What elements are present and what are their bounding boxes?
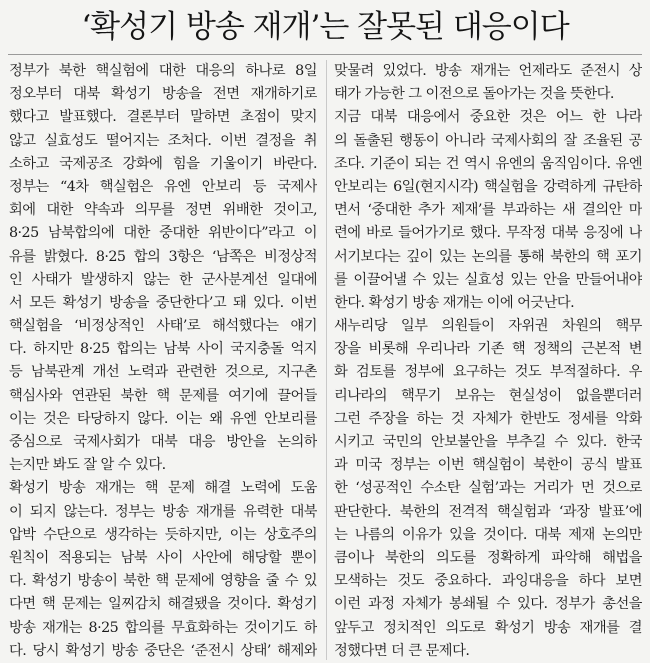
text-line: 화 검토를 정부에 요구하는 것도 부적절하다. 우 [334, 364, 642, 381]
text-line: 방송 재개는 8·25 합의를 무효화하는 것이기도 하 [9, 619, 317, 636]
text-line: 면서 ‘중대한 추가 제재’를 부과하는 새 결의안 마 [334, 202, 642, 219]
text-line: 는지만 봐도 잘 알 수 있다. [9, 457, 166, 474]
text-line: 앞두고 정치적인 의도로 확성기 방송 재개를 결 [334, 619, 642, 636]
text-line: 회에 대한 약속과 의무를 정면 위배한 것이고, [9, 202, 317, 219]
paragraph [9, 477, 317, 663]
text-line: 태가 가능한 그 이전으로 돌아가는 것을 뜻한다. [334, 86, 614, 103]
paragraph [334, 315, 642, 663]
text-line: 한 ‘성공적인 수소탄 실험’과는 거리가 먼 것으로 [334, 480, 642, 497]
text-line: 정했다면 더 큰 문제다. [334, 642, 470, 659]
text-line: 를 이끌어낼 수 있는 실효성 있는 안을 만들어내야 [334, 271, 642, 288]
paragraph [9, 60, 317, 176]
text-line: 모색하는 것도 중요하다. 과잉대응을 하다 보면 [334, 573, 642, 590]
text-line: 서기보다는 깊이 있는 논의를 통해 북한의 핵 포기 [334, 248, 642, 265]
text-line: 했다고 발표했다. 결론부터 말하면 초점이 맞지 [9, 109, 317, 126]
headline-rule [8, 54, 642, 55]
text-line: 는 나름의 이유가 있을 것이다. 대북 제재 논의만 [334, 526, 642, 543]
text-line: 이런 과정 자체가 봉쇄될 수 있다. 정부가 총선을 [334, 596, 642, 613]
text-line: 않고 실효성도 떨어지는 조처다. 이번 결정을 취 [9, 132, 317, 149]
text-line: 지금 대북 대응에서 중요한 것은 어느 한 나라 [334, 109, 642, 126]
text-line: 큼이나 북한의 의도를 정확하게 파악해 해법을 [334, 549, 642, 566]
text-line: 등 남북관계 개선 노력과 관련한 것으로, 지구촌 [9, 364, 317, 381]
text-line: 인 사태가 발생하지 않는 한 군사분계선 일대에 [9, 271, 317, 288]
text-line: 안보리는 6일(현지시각) 핵실험을 강력하게 규탄하 [334, 178, 642, 195]
text-line: 정부는 “4차 핵실험은 유엔 안보리 등 국제사 [9, 178, 317, 195]
headline: ‘확성기 방송 재개’는 잘못된 대응이다 [81, 9, 569, 45]
text-line: 8·25 남북합의에 대한 중대한 위반이다”라고 이 [9, 225, 317, 242]
text-line: 압박 수단으로 생각하는 듯하지만, 이는 상호주의 [9, 526, 317, 543]
text-line: 다. 확성기 방송이 북한 핵 문제에 영향을 줄 수 있 [9, 573, 317, 590]
text-line: 핵실험을 ‘비정상적인 사태’로 해석했다는 얘기 [9, 318, 317, 335]
right-column [334, 60, 642, 663]
text-line: 다. 하지만 8·25 합의는 남북 사이 국지충돌 억지 [9, 341, 317, 358]
text-line: 유를 밝혔다. 8·25 합의 3항은 ‘남쪽은 비정상적 [9, 248, 317, 265]
text-line: 한다. 확성기 방송 재개는 이에 어긋난다. [334, 294, 575, 311]
column-divider [326, 60, 327, 660]
text-line: 이 되지 않는다. 정부는 방송 재개를 유력한 대북 [9, 503, 317, 520]
text-line: 정부가 북한 핵실험에 대한 대응의 하나로 8일 [9, 63, 317, 79]
text-line: 핵심사와 연관된 북한 핵 문제를 여기에 끌어들 [9, 387, 317, 404]
text-line: 시키고 국민의 안보불안을 부추길 수 있다. 한국 [334, 434, 642, 450]
text-line: 정오부터 대북 확성기 방송을 전면 재개하기로 [9, 86, 317, 103]
text-line: 확성기 방송 재개는 핵 문제 해결 노력에 도움 [9, 480, 317, 497]
text-line: 그런 주장을 하는 것 자체가 한반도 정세를 악화 [334, 410, 642, 427]
paragraph [334, 60, 642, 106]
text-line: 중심으로 국제사회가 대북 대응 방안을 논의하 [9, 434, 317, 450]
text-line: 맞물려 있었다. 방송 재개는 언제라도 준전시 상 [334, 63, 642, 79]
left-column [9, 60, 317, 663]
paragraph [334, 106, 642, 315]
text-line: 과 미국 정부는 이번 핵실험이 북한이 공식 발표 [334, 457, 642, 474]
text-line: 련에 바로 들어가기로 했다. 무작정 대북 응징에 나 [334, 225, 642, 242]
text-line: 원칙이 적용되는 남북 사이 사안에 해당할 뿐이 [9, 549, 317, 566]
text-line: 소하고 국제공조 강화에 힘을 기울이기 바란다. [9, 155, 317, 172]
text-line: 이는 것은 타당하지 않다. 이는 왜 유엔 안보리를 [9, 410, 317, 427]
text-line: 의 돌출된 행동이 아니라 국제사회의 잘 조율된 공 [334, 132, 642, 149]
text-line: 다면 핵 문제는 일찌감치 해결됐을 것이다. 확성기 [9, 596, 317, 613]
text-line: 다. 당시 확성기 방송 중단은 ‘준전시 상태’ 해제와 [9, 642, 317, 659]
text-line: 새누리당 일부 의원들이 자위권 차원의 핵무 [334, 318, 642, 335]
text-line: 조다. 기준이 되는 건 역시 유엔의 움직임이다. 유엔 [334, 155, 642, 172]
text-line: 판단한다. 북한의 전격적 핵실험과 ‘과장 발표’에 [334, 503, 642, 520]
text-line: 리나라의 핵무기 보유는 현실성이 없을뿐더러 [334, 387, 642, 404]
paragraph [9, 176, 317, 477]
text-line: 서 모든 확성기 방송을 중단한다’고 돼 있다. 이번 [9, 294, 317, 311]
text-line: 장을 비롯해 우리나라 기존 핵 정책의 근본적 변 [334, 341, 642, 358]
